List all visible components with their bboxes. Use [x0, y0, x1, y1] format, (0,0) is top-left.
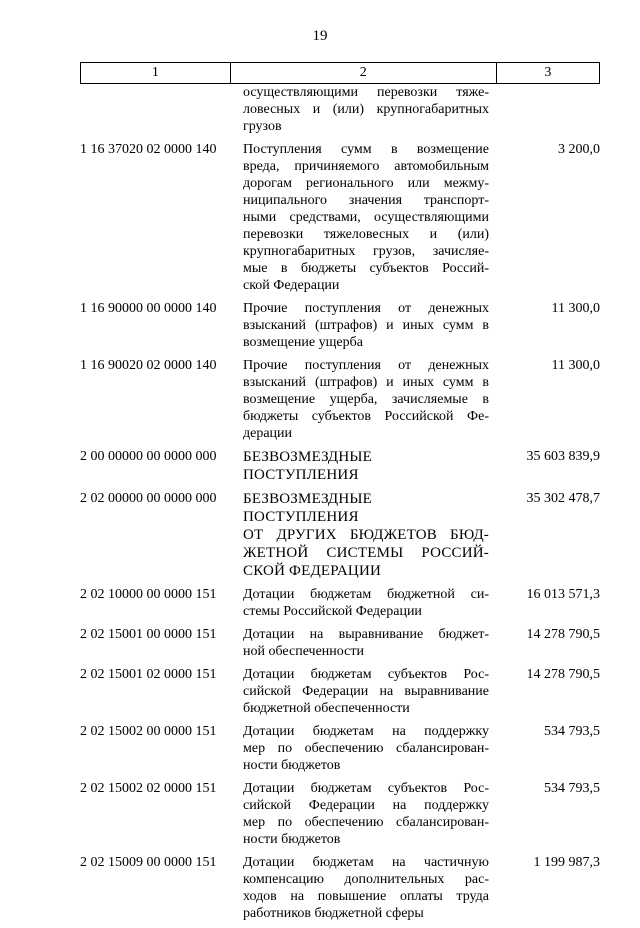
income-description — [243, 141, 489, 294]
description-line: ной обеспеченности — [243, 644, 364, 659]
description-line: Дотации бюджетам на поддержку — [243, 724, 489, 739]
table-row — [80, 723, 600, 774]
description-line: возмещение ущерба, зачисляемые в — [243, 392, 489, 407]
description-line: ОТ ДРУГИХ БЮДЖЕТОВ БЮД- — [243, 527, 489, 543]
description-line: БЕЗВОЗМЕЗДНЫЕ ПОСТУПЛЕНИЯ — [243, 491, 373, 525]
description-line: Дотации бюджетам на частичную — [243, 855, 489, 870]
description-line: БЕЗВОЗМЕЗДНЫЕ ПОСТУПЛЕНИЯ — [243, 449, 373, 483]
budget-code: 2 02 15001 00 0000 151 — [80, 627, 217, 642]
description-line: дорогам регионального или межму- — [243, 176, 489, 191]
description-line: вреда, причиняемого автомобильным — [243, 159, 489, 174]
description-line: Дотации бюджетам субъектов Рос- — [243, 781, 489, 796]
description-line: стемы Российской Федерации — [243, 604, 422, 619]
income-description — [243, 723, 489, 774]
description-line: ности бюджетов — [243, 832, 341, 847]
table-row — [80, 448, 600, 484]
budget-code: 1 16 90020 02 0000 140 — [80, 358, 217, 373]
description-line: взысканий (штрафов) и иных сумм в — [243, 318, 489, 333]
amount-value: 14 278 790,5 — [526, 627, 600, 642]
income-description — [243, 357, 489, 442]
description-line: ской Федерации — [243, 278, 340, 293]
amount-value: 14 278 790,5 — [526, 667, 600, 682]
description-line: осуществляющими перевозки тяже- — [243, 85, 489, 100]
income-description — [243, 84, 489, 135]
description-line: мые в бюджеты субъектов Россий- — [243, 261, 489, 276]
table-row — [80, 84, 600, 135]
table-row — [80, 854, 600, 922]
description-line: ловесных и (или) крупногабаритных — [243, 102, 489, 117]
budget-code: 2 02 00000 00 0000 000 — [80, 491, 217, 506]
description-line: компенсацию дополнительных рас- — [243, 872, 489, 887]
budget-table-body — [80, 84, 600, 928]
page-number: 19 — [312, 28, 328, 44]
description-line: перевозки тяжеловесных и (или) — [243, 227, 489, 242]
description-line: работников бюджетной сферы — [243, 906, 424, 921]
table-row — [80, 666, 600, 717]
description-line: сийской Федерации на выравнивание — [243, 684, 489, 699]
description-line: мер по обеспечению сбалансирован- — [243, 741, 489, 756]
description-line: бюджеты субъектов Российской Фе- — [243, 409, 489, 424]
amount-value: 35 302 478,7 — [526, 491, 600, 506]
description-line: ными средствами, осуществляющими — [243, 210, 489, 225]
amount-value: 11 300,0 — [551, 301, 600, 316]
column-header-3: 3 — [496, 63, 599, 84]
income-description — [243, 586, 489, 620]
budget-code: 2 02 15009 00 0000 151 — [80, 855, 217, 870]
income-description — [243, 780, 489, 848]
description-line: Дотации бюджетам бюджетной си- — [243, 587, 489, 602]
income-description — [243, 490, 489, 580]
table-row — [80, 300, 600, 351]
description-line: СКОЙ ФЕДЕРАЦИИ — [243, 563, 382, 579]
amount-value: 16 013 571,3 — [526, 587, 600, 602]
description-line: грузов — [243, 119, 282, 134]
budget-code: 2 02 15002 02 0000 151 — [80, 781, 217, 796]
description-line: возмещение ущерба — [243, 335, 363, 350]
table-row — [80, 626, 600, 660]
description-line: крупногабаритных грузов, зачисляе- — [243, 244, 489, 259]
column-header-2: 2 — [230, 63, 496, 84]
budget-code: 2 02 10000 00 0000 151 — [80, 587, 217, 602]
description-line: Поступления сумм в возмещение — [243, 142, 489, 157]
amount-value: 1 199 987,3 — [533, 855, 600, 870]
description-line: дерации — [243, 426, 293, 441]
budget-code: 1 16 37020 02 0000 140 — [80, 142, 217, 157]
amount-value: 11 300,0 — [551, 358, 600, 373]
description-line: мер по обеспечению сбалансирован- — [243, 815, 489, 830]
column-header-1: 1 — [81, 63, 231, 84]
description-line: ходов на повышение оплаты труда — [243, 889, 489, 904]
income-description — [243, 626, 489, 660]
description-line: взысканий (штрафов) и иных сумм в — [243, 375, 489, 390]
table-row — [80, 780, 600, 848]
budget-code: 2 00 00000 00 0000 000 — [80, 449, 217, 464]
table-row — [80, 490, 600, 580]
budget-code: 1 16 90000 00 0000 140 — [80, 301, 217, 316]
amount-value: 534 793,5 — [544, 781, 600, 796]
column-header-table — [80, 62, 600, 84]
description-line: ниципального значения транспорт- — [243, 193, 489, 208]
table-row — [80, 586, 600, 620]
income-description — [243, 854, 489, 922]
income-description — [243, 666, 489, 717]
description-line: сийской Федерации на поддержку — [243, 798, 489, 813]
description-line: Дотации на выравнивание бюджет- — [243, 627, 489, 642]
budget-code: 2 02 15002 00 0000 151 — [80, 724, 217, 739]
description-line: Прочие поступления от денежных — [243, 301, 489, 316]
table-row — [80, 141, 600, 294]
description-line: ЖЕТНОЙ СИСТЕМЫ РОССИЙ- — [243, 545, 489, 561]
amount-value: 3 200,0 — [558, 142, 600, 157]
table-row — [80, 357, 600, 442]
description-line: Прочие поступления от денежных — [243, 358, 489, 373]
income-description — [243, 448, 489, 484]
amount-value: 35 603 839,9 — [526, 449, 600, 464]
column-header-row — [81, 63, 600, 84]
income-description — [243, 300, 489, 351]
description-line: бюджетной обеспеченности — [243, 701, 410, 716]
description-line: Дотации бюджетам субъектов Рос- — [243, 667, 489, 682]
amount-value: 534 793,5 — [544, 724, 600, 739]
budget-code: 2 02 15001 02 0000 151 — [80, 667, 217, 682]
description-line: ности бюджетов — [243, 758, 341, 773]
